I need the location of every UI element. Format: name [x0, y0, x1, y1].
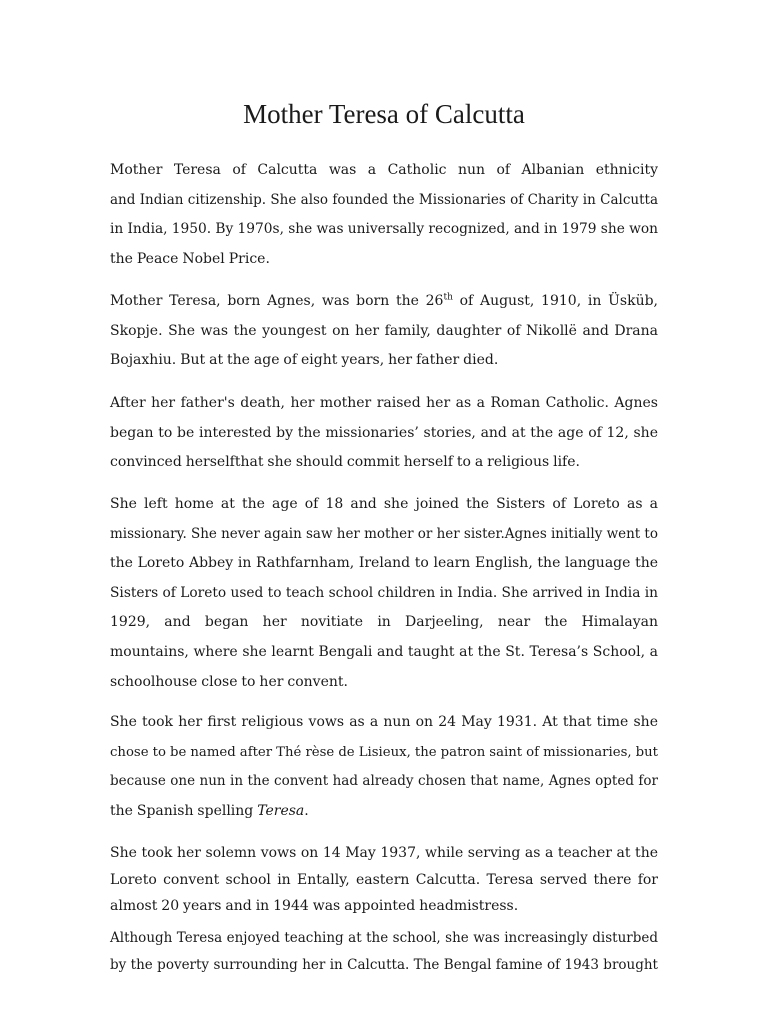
paragraph-line: After her father's death, her mother raised her as a Roman Catholic. Agnes: [110, 395, 658, 411]
paragraph-3: [110, 389, 658, 478]
paragraph-line: by the poverty surrounding her in Calcutta. The Bengal famine of 1943 brought: [110, 956, 658, 973]
superscript-ordinal: th: [443, 292, 453, 303]
paragraph-line: Mother Teresa of Calcutta was a Catholic nun of Albanian ethnicity: [110, 162, 658, 178]
paragraph-line: convinced herselfthat she should commit herself to a religious life.: [110, 454, 580, 471]
paragraph-line: 1929, and began her novitiate in Darjeeling, near the Himalayan: [110, 614, 658, 631]
paragraph-line: chose to be named after Thé rèse de Lisieux, the patron saint of missionaries, but: [110, 744, 658, 760]
paragraph-line: She took her first religious vows as a nun on 24 May 1931. At that time she: [110, 714, 658, 730]
paragraph-line: in India, 1950. By 1970s, she was universally recognized, and in 1979 she won: [110, 221, 658, 238]
paragraph-2: [110, 287, 658, 376]
paragraph-line: Sisters of Loreto used to teach school children in India. She arrived in India in: [110, 584, 658, 601]
paragraph-line: began to be interested by the missionaries’ stories, and at the age of 12, she: [110, 424, 658, 441]
text-run: .: [304, 802, 309, 819]
paragraph-line: She left home at the age of 18 and she joined the Sisters of Loreto as a: [110, 496, 658, 512]
paragraph-line: mountains, where she learnt Bengali and taught at the St. Teresa’s School, a: [110, 643, 658, 660]
paragraph-line: because one nun in the convent had already chosen that name, Agnes opted for: [110, 773, 658, 790]
paragraph-1: [110, 156, 658, 274]
paragraph-line: missionary. She never again saw her mother or her sister.Agnes initially went to: [110, 525, 658, 542]
paragraph-line: Although Teresa enjoyed teaching at the school, she was increasingly disturbed: [110, 930, 658, 946]
text-run: Mother Teresa, born Agnes, was born the 26: [110, 293, 444, 309]
text-run: the Spanish spelling: [110, 802, 258, 819]
paragraph-6: [110, 840, 658, 920]
paragraph-line: the Loreto Abbey in Rathfarnham, Ireland to learn English, the language the: [110, 555, 658, 572]
paragraph-line: [110, 287, 658, 317]
paragraph-4: [110, 490, 658, 697]
paragraph-line: Skopje. She was the youngest on her family, daughter of Nikollë and Drana: [110, 322, 658, 339]
text-run: of August, 1910, in Üsküb,: [452, 293, 658, 309]
paragraph-line: [110, 797, 658, 827]
paragraph-line: She took her solemn vows on 14 May 1937, while serving as a teacher at the: [110, 845, 658, 861]
paragraph-line: and Indian citizenship. She also founded the Missionaries of Charity in Calcutta: [110, 191, 658, 208]
paragraph-5: [110, 708, 658, 826]
document-title: Mother Teresa of Calcutta: [243, 99, 525, 129]
paragraph-line: schoolhouse close to her convent.: [110, 673, 348, 690]
paragraph-line: the Peace Nobel Price.: [110, 250, 270, 267]
italic-word: Teresa: [257, 802, 305, 819]
paragraph-line: Loreto convent school in Entally, eastern Calcutta. Teresa served there for: [110, 871, 658, 888]
paragraph-line: Bojaxhiu. But at the age of eight years, her father died.: [110, 352, 499, 369]
paragraph-7: [110, 925, 658, 978]
paragraph-line: almost 20 years and in 1944 was appointed headmistress.: [110, 898, 519, 914]
